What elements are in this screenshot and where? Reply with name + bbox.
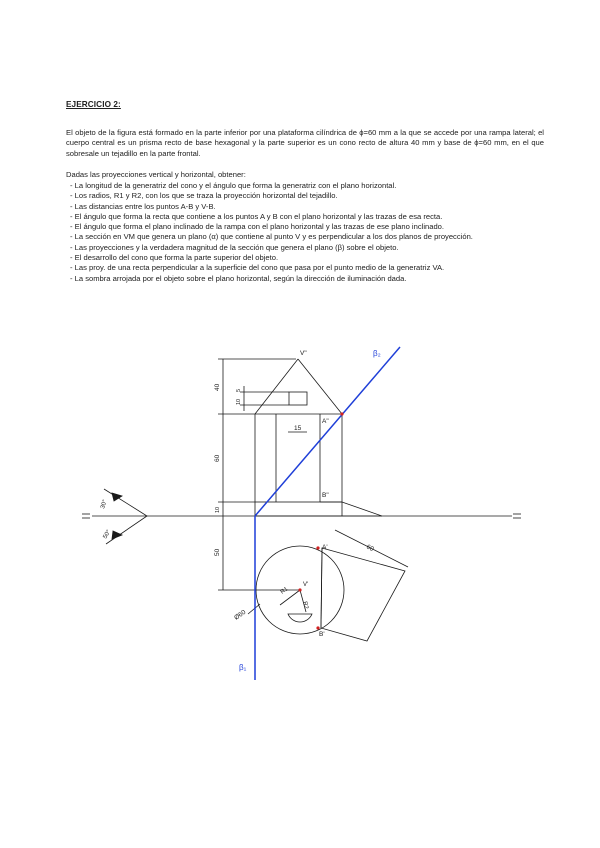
task-item: - El ángulo que forma el plano inclinado de la rampa con el plano horizontal y las trazas de ese plano inclinado. (70, 222, 473, 232)
dim-50: 50 (214, 548, 221, 556)
dim-60-vertical: 60 (214, 454, 221, 462)
label-a2: A" (322, 418, 329, 425)
task-item: - La sección en VM que genera un plano (α) que contiene al punto V y es perpendicular a los dos planos de proyección. (70, 232, 473, 242)
task-item: - Los radios, R1 y R2, con los que se traza la proyección horizontal del tejadillo. (70, 191, 473, 201)
dim-10a: 10 (236, 398, 242, 405)
exercise-title: EJERCICIO 2: (66, 100, 121, 109)
roof-window (289, 392, 307, 405)
label-beta2: β₂ (373, 349, 381, 358)
task-item: - Las proyecciones y la verdadera magnitud de la sección que genera el plano (β) sobre el objeto. (70, 243, 473, 253)
point-v1 (298, 588, 301, 591)
dim-15: 15 (294, 425, 302, 432)
ramp-elevation (320, 502, 382, 516)
label-a1: A' (322, 544, 328, 551)
roof-right (298, 359, 342, 414)
label-beta1: β₁ (239, 663, 247, 672)
task-item: - Las proy. de una recta perpendicular a la superficie del cono que pasa por el punto medio de la generatriz VA. (70, 263, 473, 273)
angle-30: 30° (100, 499, 109, 510)
tasks-intro: Dadas las proyecciones vertical y horizontal, obtener: (66, 170, 246, 179)
dim-5: 5 (236, 388, 242, 392)
light-direction-arrows (104, 489, 147, 544)
label-b1: B' (319, 631, 325, 638)
dim-40: 40 (214, 383, 221, 391)
roof-left (255, 359, 298, 414)
technical-drawing (0, 330, 600, 690)
dim-phi60: Ø60 (233, 608, 248, 622)
angle-50: 50° (102, 529, 113, 540)
task-item: - Las distancias entre los puntos A-B y V-B. (70, 202, 473, 212)
label-b2: B" (322, 492, 329, 499)
dim-10b: 10 (215, 506, 221, 513)
exercise-description: El objeto de la figura está formado en la parte inferior por una plataforma cilíndrica de ϕ=60 mm a la que se accede por una rampa lateral; el cuerpo central es un prisma recto de base hexagonal y la parte superior es un cono recto de altura 40 mm y base de ϕ=60 mm, en el que sobresale un tejadillo en la parte frontal. (66, 128, 544, 158)
dim-60-ramp: 60 (365, 543, 375, 554)
point-a2 (340, 412, 343, 415)
task-item: - La longitud de la generatriz del cono y el ángulo que forma la generatriz con el plano horizontal. (70, 181, 473, 191)
point-b1 (316, 626, 319, 629)
plan-edge (321, 548, 322, 628)
plane-beta-vertical-trace (255, 347, 400, 516)
label-v1: V' (303, 582, 309, 588)
point-a1 (316, 546, 319, 549)
task-item: - El ángulo que forma la recta que contiene a los puntos A y B con el plano horizontal y las trazas de esa recta. (70, 212, 473, 222)
label-r2: R2 (301, 600, 309, 610)
task-item: - La sombra arrojada por el objeto sobre el plano horizontal, según la dirección de iluminación dada. (70, 274, 473, 284)
arrow-head (112, 531, 122, 539)
roof-plan (288, 614, 312, 622)
label-v2: V" (300, 350, 307, 357)
label-r1: R1 (279, 586, 290, 596)
phi-leader (248, 604, 260, 614)
platform-elevation (255, 502, 342, 516)
task-item: - El desarrollo del cono que forma la parte superior del objeto. (70, 253, 473, 263)
task-list (70, 181, 473, 284)
